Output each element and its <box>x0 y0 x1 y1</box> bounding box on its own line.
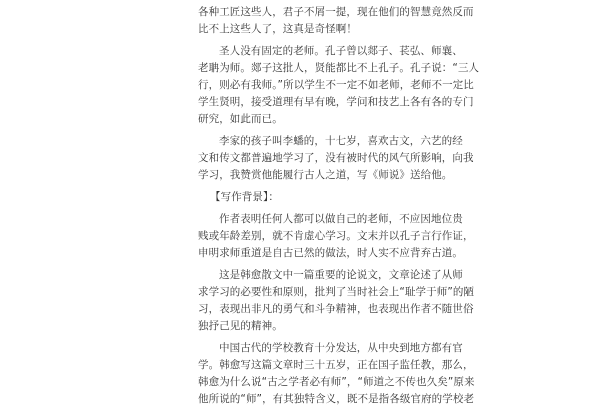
text-line: 学习，我赞赏他能履行古人之道，写《师说》送给他。 <box>198 169 453 181</box>
text-line: 这是韩愈散文中一篇重要的论说文，文章论述了从师 <box>219 269 463 281</box>
text-line: 行，则必有我师。”所以学生不一定不如老师，老师不一定比 <box>198 79 474 91</box>
text-line: 比不上这些人了，这真是奇怪啊！ <box>198 23 357 35</box>
paragraph-author-intent <box>198 211 474 262</box>
paragraph-essay-analysis <box>198 267 475 335</box>
text-line: 研究，如此而已。 <box>198 113 283 125</box>
document-text <box>198 0 480 408</box>
text-line: 作者表明任何人都可以做自己的老师，不应因地位贵 <box>219 213 463 225</box>
text-line: 中国古代的学校教育十分发达，从中央到地方都有官 <box>219 342 463 354</box>
text-line: 韩愈为什么说“古之学者必有师”，“师道之不传也久矣”原来 <box>198 376 475 388</box>
paragraph-continuation <box>198 0 474 38</box>
text-line: 贱或年龄差别，就不肯虚心学习。文末并以孔子言行作证， <box>198 230 474 242</box>
text-line: 李家的孩子叫李蟠的，十七岁，喜欢古文，六艺的经 <box>219 135 463 147</box>
paragraph-li-pan <box>198 133 474 184</box>
section-heading <box>198 189 402 206</box>
text-line: 学。韩愈写这篇文章时三十五岁，正在国子监任教，那么， <box>198 359 474 371</box>
paragraph-teachers <box>198 43 480 128</box>
heading-writing-background: 【写作背景】： <box>210 191 279 203</box>
text-line: 习，表现出非凡的勇气和斗争精神，也表现出作者不随世俗 <box>198 303 474 315</box>
text-line: 他所说的“师”，有其独特含义，既不是指各级官府的学校老 <box>198 393 475 405</box>
text-line: 文和传文都普遍地学习了，没有被时代的风气所影响，向我 <box>198 152 474 164</box>
text-line: 各种工匠这些人，君子不屑一提，现在他们的智慧竟然反而 <box>198 6 474 18</box>
text-line: 申明求师重道是自古已然的做法，时人实不应背弃古道。 <box>198 247 463 259</box>
paragraph-ancient-education <box>198 340 475 408</box>
text-line: 老聃为师。郯子这批人，贤能都比不上孔子。孔子说：“三人 <box>198 62 480 74</box>
text-line: 圣人没有固定的老师。孔子曾以郯子、苌弘、师襄、 <box>219 45 463 57</box>
text-line: 求学习的必要性和原则，批判了当时社会上“耻学于师”的陋 <box>198 286 475 298</box>
text-line: 学生贤明，接受道理有早有晚，学问和技艺上各有各的专门 <box>198 96 474 108</box>
text-line: 独抒己见的精神。 <box>198 320 283 332</box>
